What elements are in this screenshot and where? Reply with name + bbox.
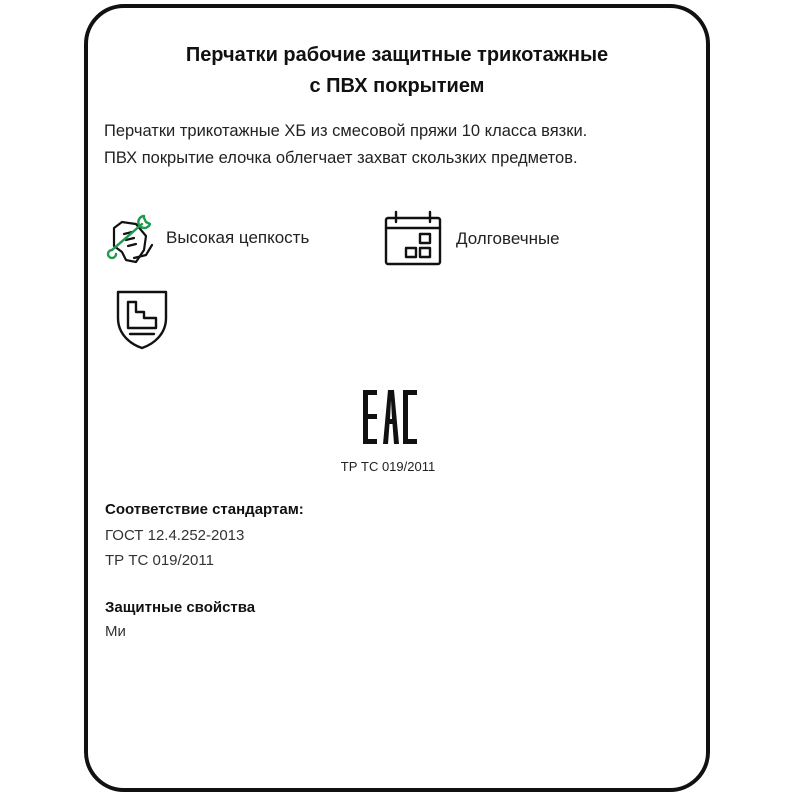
standard-item: ТР ТС 019/2011 <box>105 552 214 569</box>
glove-wrench-icon <box>104 210 160 266</box>
protection-title: Защитные свойства <box>105 599 256 616</box>
eac-logo-icon <box>361 388 421 446</box>
product-description <box>104 118 704 172</box>
title-line-1: Перчатки рабочие защитные трикотажные <box>185 44 609 66</box>
mechanical-protection-shield-icon <box>114 288 170 350</box>
standards-title: Соответствие стандартам: <box>105 501 304 518</box>
feature-protection <box>114 288 170 350</box>
feature-durable-label: Долговечные <box>456 229 560 248</box>
calendar-icon <box>382 210 442 268</box>
feature-grip-label: Высокая цепкость <box>166 228 310 247</box>
description-line-2: ПВХ покрытие елочка облегчает захват скользких предметов. <box>104 149 578 167</box>
title-line-2: с ПВХ покрытием <box>309 75 485 97</box>
description-line-1: Перчатки трикотажные ХБ из смесовой пряжи 10 класса вязки. <box>104 122 588 140</box>
standard-item: ГОСТ 12.4.252-2013 <box>105 527 245 544</box>
page-title <box>88 40 706 102</box>
feature-grip <box>104 210 309 266</box>
eac-caption: ТР ТС 019/2011 <box>340 459 436 474</box>
eac-mark <box>361 388 421 451</box>
product-card <box>84 4 710 792</box>
feature-durable <box>382 210 560 268</box>
protection-value: Ми <box>105 623 126 640</box>
